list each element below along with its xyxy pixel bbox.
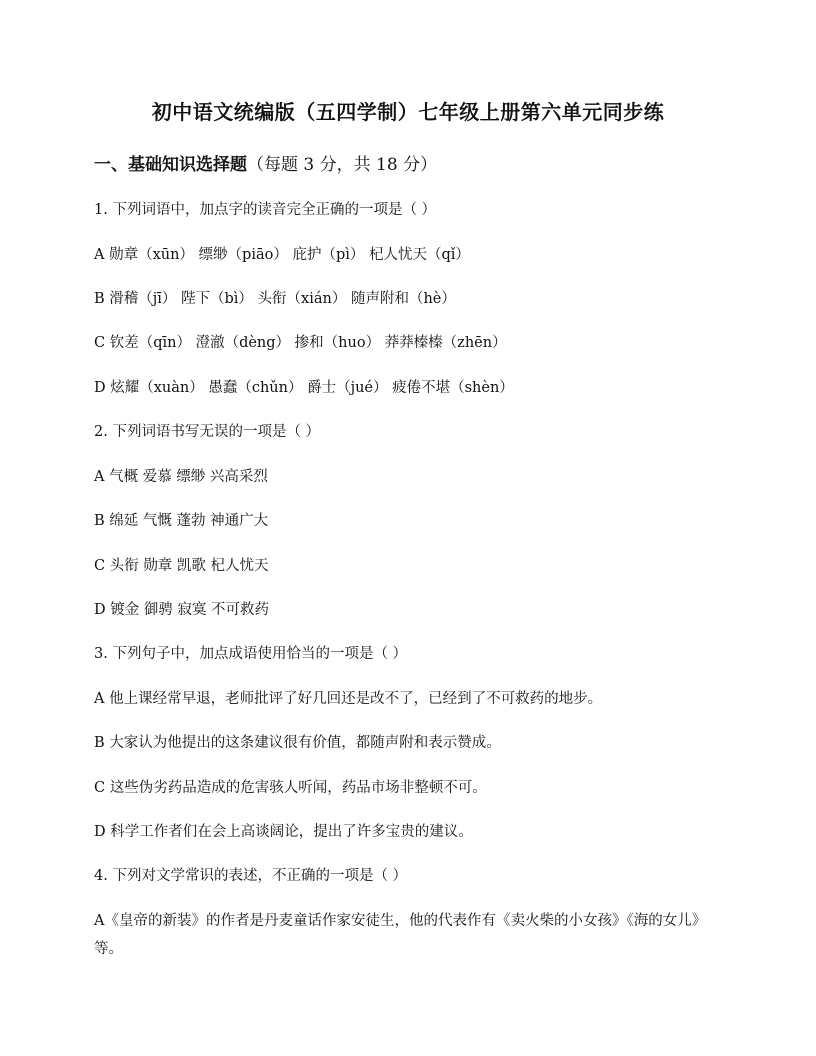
question-1-option-c: C 钦差（qīn） 澄澈（dèng） 掺和（huo） 莽莽榛榛（zhēn） [94,335,507,351]
question-2-option-b: B 绵延 气慨 蓬勃 神通广大 [94,513,269,529]
question-3-option-d: D 科学工作者们在会上高谈阔论，提出了许多宝贵的建议。 [94,824,473,840]
question-1-option-d: D 炫耀（xuàn） 愚蠢（chǔn） 爵士（jué） 疲倦不堪（shèn） [94,380,514,396]
question-3-option-a: A 他上课经常早退，老师批评了好几回还是改不了，已经到了不可救药的地步。 [94,691,603,707]
section-scoring-note: （每题 3 分，共 18 分） [247,155,438,175]
question-1-option-b: B 滑稽（jī） 陛下（bì） 头衔（xián） 随声附和（hè） [94,291,456,307]
question-3-option-b: B 大家认为他提出的这条建议很有价值，都随声附和表示赞成。 [94,735,501,751]
question-3-stem: 3. 下列句子中，加点成语使用恰当的一项是（ ） [94,646,408,662]
question-2-option-c: C 头衔 勋章 凯歌 杞人忧天 [94,558,269,574]
section-heading [94,150,437,175]
question-2-option-a: A 气概 爱慕 缥缈 兴高采烈 [94,469,268,485]
question-2-stem: 2. 下列词语书写无误的一项是（ ） [94,424,321,440]
question-3-option-c: C 这些伪劣药品造成的危害骇人听闻，药品市场非整顿不可。 [94,780,487,796]
question-4-option-a: A《皇帝的新装》的作者是丹麦童话作家安徒生，他的代表作有《卖火柴的小女孩》《海的女儿》等。 [94,913,707,957]
question-1-option-a: A 勋章（xūn） 缥缈（piāo） 庇护（pì） 杞人忧天（qǐ） [94,247,470,263]
question-2-option-d: D 镀金 御骋 寂寞 不可救药 [94,602,270,618]
section-heading-label: 一、基础知识选择题 [94,155,247,175]
question-4-stem: 4. 下列对文学常识的表述，不正确的一项是（ ） [94,868,408,884]
document-title: 初中语文统编版（五四学制）七年级上册第六单元同步练 [151,100,665,124]
question-1-stem: 1. 下列词语中，加点字的读音完全正确的一项是（ ） [94,202,437,218]
